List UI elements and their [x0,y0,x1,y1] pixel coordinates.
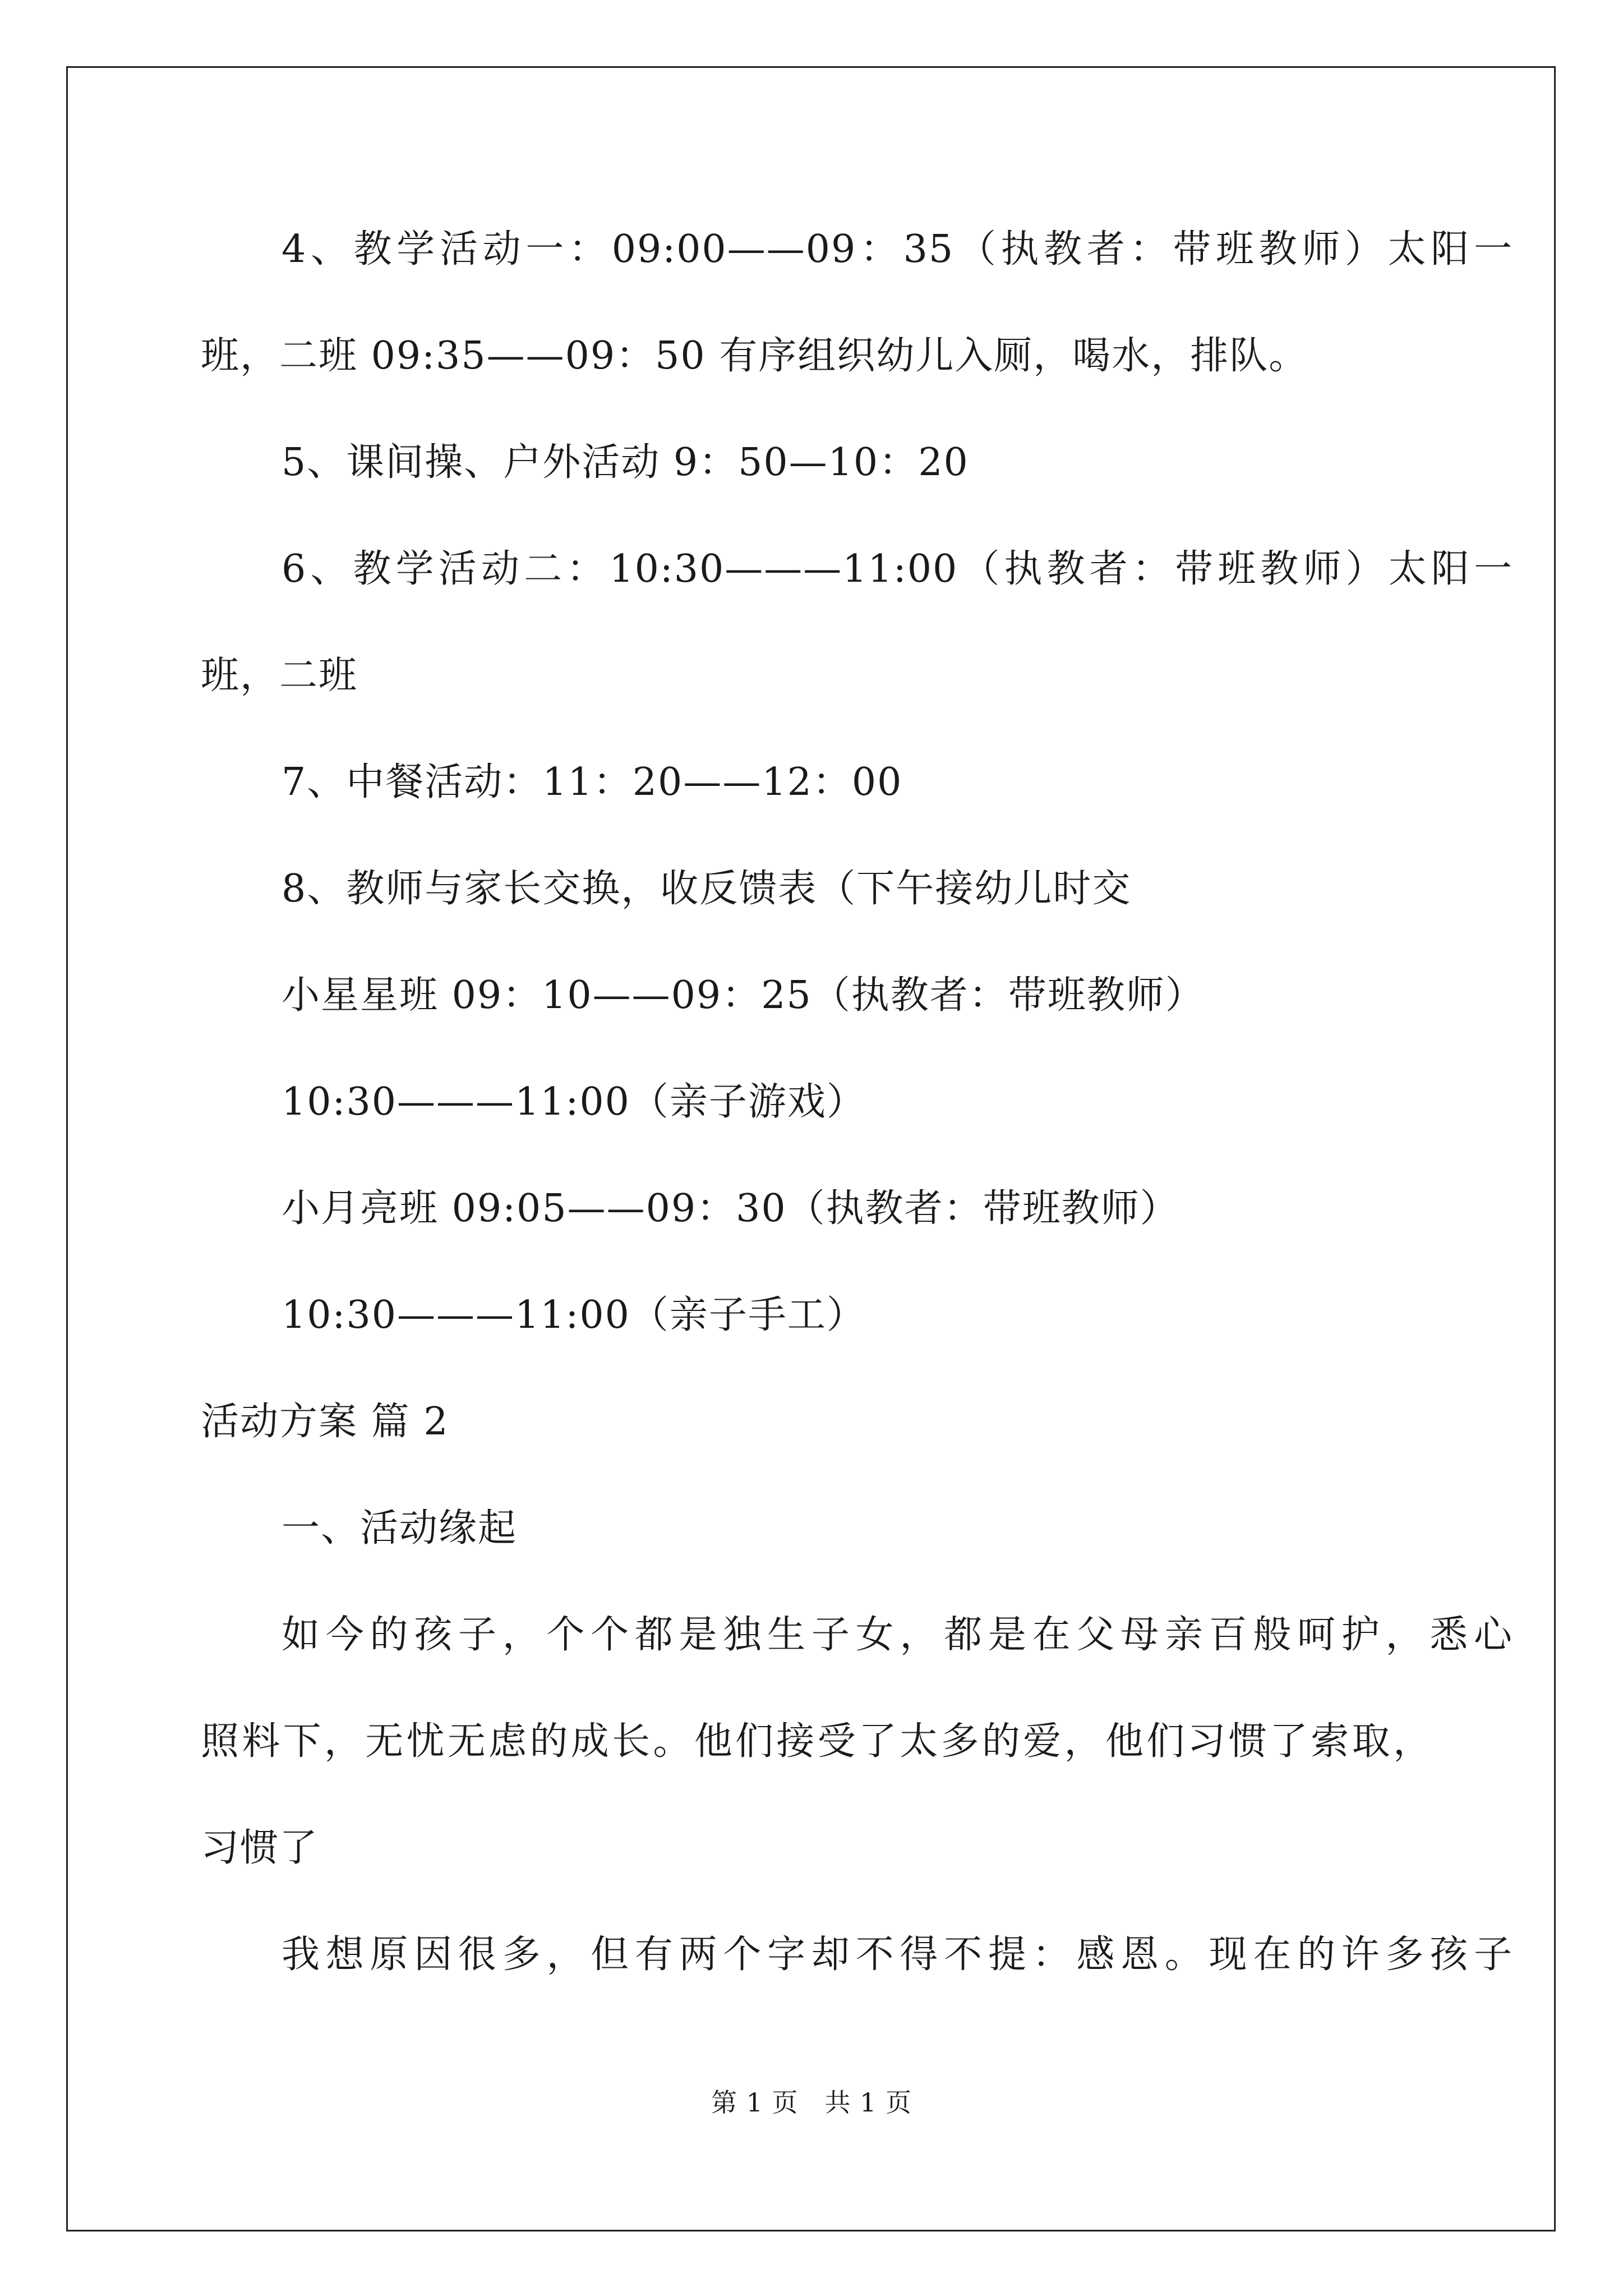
section-heading: 活动方案 篇 2 [201,1400,449,1444]
text-line: 小星星班 09：10——09：25（执教者：带班教师） [282,973,1205,1018]
text-line: 5、课间操、户外活动 9：50—10：20 [282,440,969,485]
text-line: 班，二班 [201,654,358,698]
text-line: 我想原因很多，但有两个字却不得不提：感恩。现在的许多孩子 [282,1932,1513,1977]
text-line: 如今的孩子，个个都是独生子女，都是在父母亲百般呵护，悉心 [282,1613,1513,1657]
text-line: 10:30———11:00（亲子手工） [282,1293,866,1337]
page-border [66,66,1556,2231]
text-line: 小月亮班 09:05——09：30（执教者：带班教师） [282,1186,1179,1231]
text-line: 8、教师与家长交换，收反馈表（下午接幼儿时交 [282,867,1132,911]
text-line: 班，二班 09:35——09：50 有序组织幼儿入厕，喝水，排队。 [201,334,1308,378]
text-line: 照料下，无忧无虑的成长。他们接受了太多的爱，他们习惯了索取， [201,1719,1432,1764]
text-line: 7、中餐活动：11：20——12：00 [282,760,903,804]
text-line: 10:30———11:00（亲子游戏） [282,1080,866,1124]
text-line: 4、教学活动一：09:00——09：35（执教者：带班教师）太阳一 [282,227,1513,272]
text-line: 6、教学活动二：10:30———11:00（执教者：带班教师）太阳一 [282,547,1513,591]
page-footer: 第 1 页 共 1 页 [711,2087,912,2118]
text-line: 习惯了 [201,1826,319,1870]
subsection-heading: 一、活动缘起 [282,1506,518,1550]
